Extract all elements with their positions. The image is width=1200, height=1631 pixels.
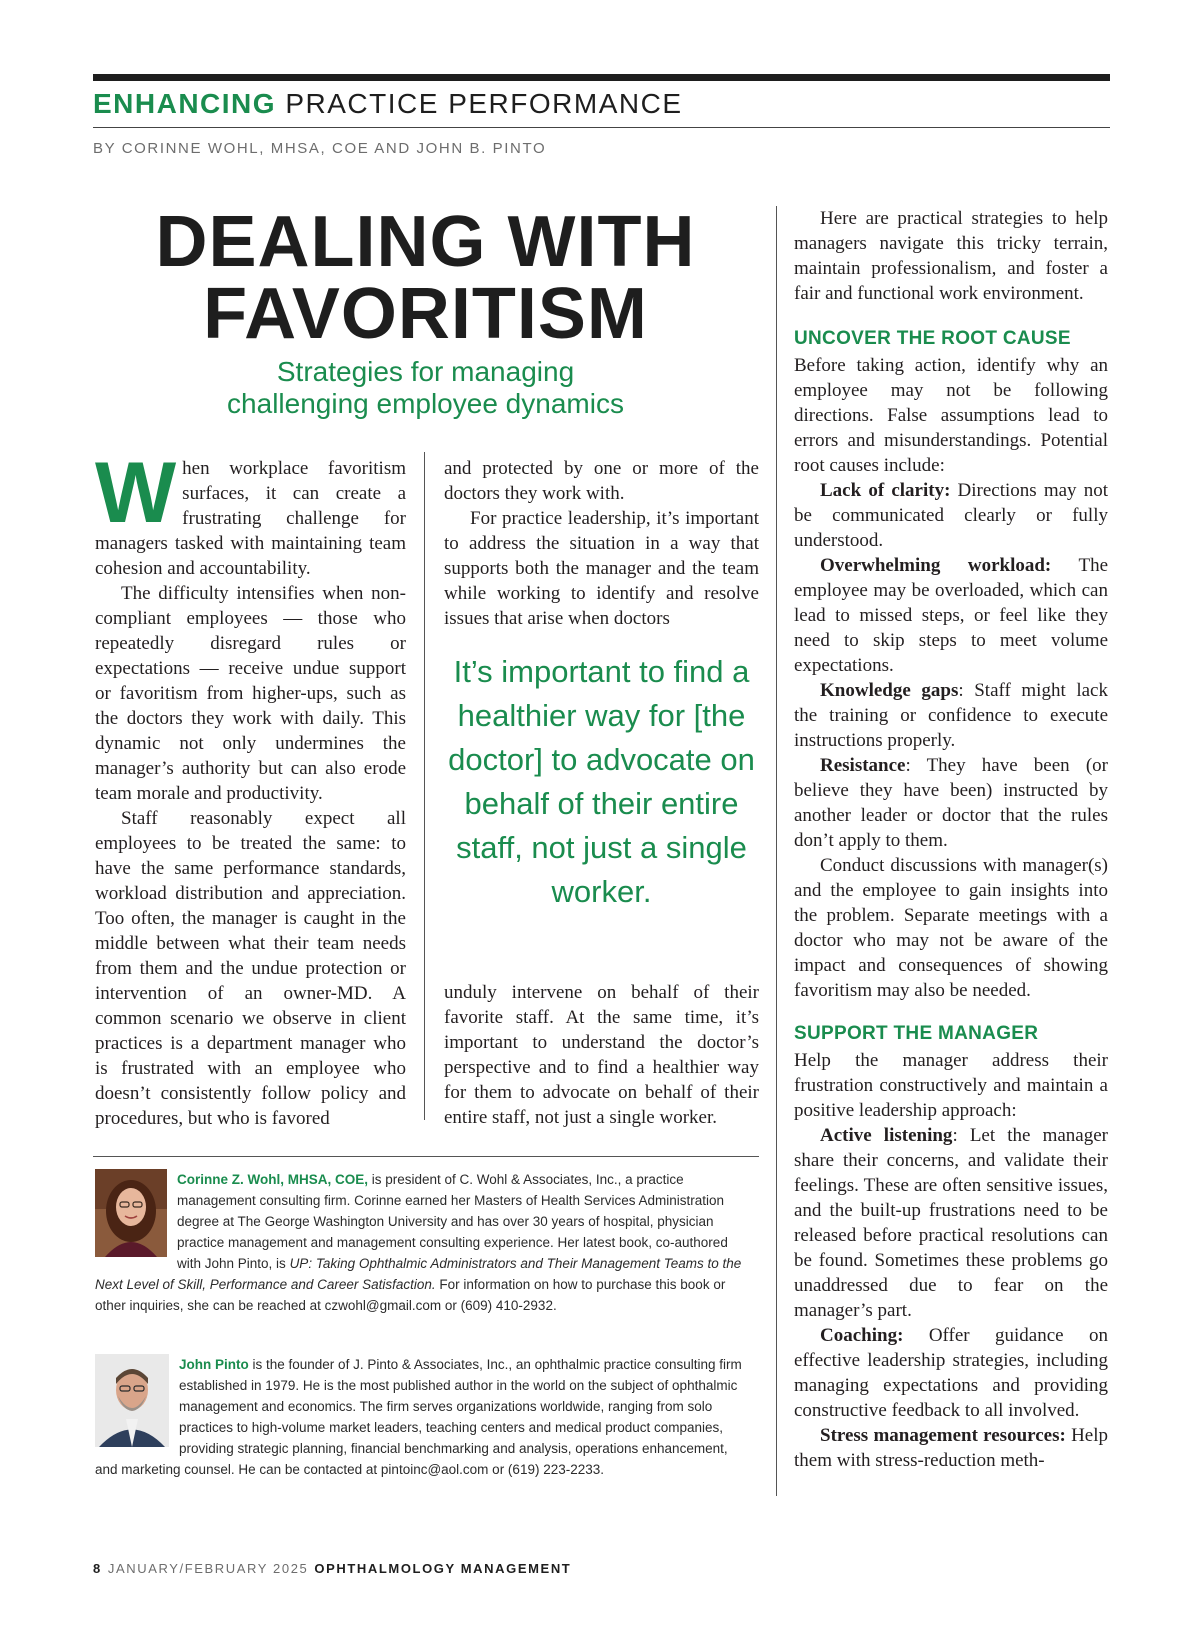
column-1: [95, 445, 406, 1131]
term-text: Help them with stress-reduction meth-: [794, 1425, 1108, 1471]
term: Knowledge gaps: [820, 680, 959, 701]
paragraph: For practice leadership, it’s important to address the situation in a way that supports both the manager and the team while working to identify and resolve issues that arise when doctors: [444, 508, 759, 629]
paragraph: Staff reasonably expect all employees to be treated the same: to have the same performance standards, workload distribution and appreciation. Too often, the manager is caught in the middle between what their team needs from them and the undue protection or intervention of an owner-MD. A common scenario we observe in client practices is a department manager who is frustrated with an employee who doesn’t consistently follow policy and procedures, but who is favored: [95, 808, 406, 1129]
column-3: [794, 206, 1108, 1473]
header-rule: [93, 127, 1110, 128]
article-title: [93, 202, 758, 354]
column-2-top: [444, 456, 759, 631]
paragraph: Conduct discussions with manager(s) and the employee to gain insights into the problem. Separate meetings with a doctor who may not be aware of the impact and consequences of showing favoritism may also be needed.: [794, 855, 1108, 1001]
term: Resistance: [820, 755, 906, 776]
title-line-1: DEALING WITH: [155, 202, 696, 282]
term-text: Directions may not be communicated clearly or fully understood.: [794, 480, 1108, 551]
paragraph-text: hen workplace favoritism surfaces, it can create a frustrating challenge for managers tasked with maintaining team cohesion and accountability.: [95, 458, 406, 579]
author-name: John Pinto: [179, 1357, 249, 1372]
paragraph: Before taking action, identify why an employee may not be following directions. False assumptions lead to errors and misunderstandings. Potential root causes include:: [794, 355, 1108, 476]
list-item: [794, 1323, 1108, 1423]
subheading-support-manager: SUPPORT THE MANAGER: [794, 1023, 1039, 1044]
pull-quote: It’s important to find a healthier way for [the doctor] to advocate on behalf of their entire staff, not just a single worker.: [448, 654, 755, 909]
list-item: [794, 678, 1108, 753]
bio-rule: [93, 1156, 759, 1157]
term: Stress management resources:: [820, 1425, 1066, 1446]
list-item: [794, 478, 1108, 553]
bio-text: is the founder of J. Pinto & Associates, Inc., an ophthalmic practice consulting firm established in 1979. He is the most published author in the world on the subject of ophthalmic management and economics. The firm serves organizations worldwide, ranging from solo practices to high-volume market leaders, teaching centers and medical product companies, providing strategic planning, financial benchmarking and analysis, operations enhancement, and marketing counsel. He can be contacted at pintoinc@aol.com or (619) 223-2233.: [95, 1357, 742, 1477]
subtitle-line-1: Strategies for managing: [276, 356, 575, 387]
section-bold: ENHANCING: [93, 88, 277, 119]
title-line-2: FAVORITISM: [203, 274, 648, 354]
list-item: [794, 753, 1108, 853]
paragraph: unduly intervene on behalf of their favorite staff. At the same time, it’s important to understand the doctor’s perspective and to find a healthier way for them to advocate on behalf of their entire staff, not just a single worker.: [444, 982, 759, 1128]
bio-text: is president of C. Wohl & Associates, Inc., a practice management consulting firm. Corinne earned her Masters of Health Services Administration degree at The George Washington University and has over 30 years of hospital, physician practice management and management consulting experience. Her latest book, co-authored with John Pinto, is: [177, 1172, 728, 1271]
term: Active listening: [820, 1125, 953, 1146]
drop-cap: W: [95, 445, 177, 541]
magazine-name: OPHTHALMOLOGY MANAGEMENT: [314, 1561, 572, 1576]
term: Overwhelming workload:: [820, 555, 1052, 576]
subheading-root-cause: UNCOVER THE ROOT CAUSE: [794, 328, 1071, 349]
page-footer: [93, 1561, 571, 1576]
term-text: : Staff might lack the training or confidence to execute instructions properly.: [794, 680, 1108, 751]
term: Coaching:: [820, 1325, 904, 1346]
term-text: The employee may be overloaded, which can lead to missed steps, or feel like they need to skip steps to meet volume expectations.: [794, 555, 1109, 676]
paragraph: Here are practical strategies to help managers navigate this tricky terrain, maintain professionalism, and foster a fair and functional work environment.: [794, 208, 1108, 304]
column-2-bottom: [444, 980, 759, 1130]
issue-date: JANUARY/FEBRUARY 2025: [107, 1561, 309, 1576]
author-bio-pinto: [95, 1354, 750, 1480]
page-number: 8: [93, 1561, 102, 1576]
author-bio-wohl: [95, 1169, 750, 1316]
book-title: UP: Taking Ophthalmic Administrators and Their Management Teams to the Next Level of Skill, Performance and Career Satisfaction.: [95, 1256, 742, 1292]
byline: BY CORINNE WOHL, MHSA, COE AND JOHN B. PINTO: [93, 140, 547, 157]
list-item: [794, 1423, 1108, 1473]
term-text: Offer guidance on effective leadership strategies, including managing expectations and providing constructive feedback to all involved.: [794, 1325, 1108, 1421]
author-photo-wohl: [95, 1169, 167, 1257]
section-rest: PRACTICE PERFORMANCE: [285, 88, 683, 119]
subtitle-line-2: challenging employee dynamics: [227, 388, 624, 419]
article-subtitle: [93, 356, 758, 420]
paragraph: [95, 445, 406, 581]
list-item: [794, 1123, 1108, 1323]
paragraph: The difficulty intensifies when non-compliant employees — those who repeatedly disregard rules or expectations — receive undue support or favoritism from higher-ups, such as the doctors they work with daily. This dynamic not only undermines the manager’s authority but can also erode team morale and productivity.: [95, 583, 406, 804]
author-name: Corinne Z. Wohl, MHSA, COE,: [177, 1172, 368, 1187]
term-text: : They have been (or believe they have been) instructed by another leader or doctor that the rules don’t apply to them.: [794, 755, 1108, 851]
author-photo-pinto: [95, 1354, 169, 1447]
column-divider-2: [776, 206, 777, 1496]
term-text: : Let the manager share their concerns, and validate their feelings. These are often sensitive issues, and the built-up frustrations need to be released before practical resolutions can be found. Sometimes these problems go unaddressed due to fear on the manager’s part.: [794, 1125, 1108, 1321]
list-item: [794, 553, 1108, 678]
top-rule: [93, 74, 1110, 81]
paragraph: and protected by one or more of the doctors they work with.: [444, 458, 759, 504]
column-divider-1: [424, 452, 425, 1120]
term: Lack of clarity:: [820, 480, 951, 501]
bio-text: For information on how to purchase this book or other inquiries, she can be reached at czwohl@gmail.com or (609) 410-2932.: [95, 1277, 726, 1313]
paragraph: Help the manager address their frustration constructively and maintain a positive leadership approach:: [794, 1050, 1108, 1121]
section-header: [93, 88, 683, 120]
